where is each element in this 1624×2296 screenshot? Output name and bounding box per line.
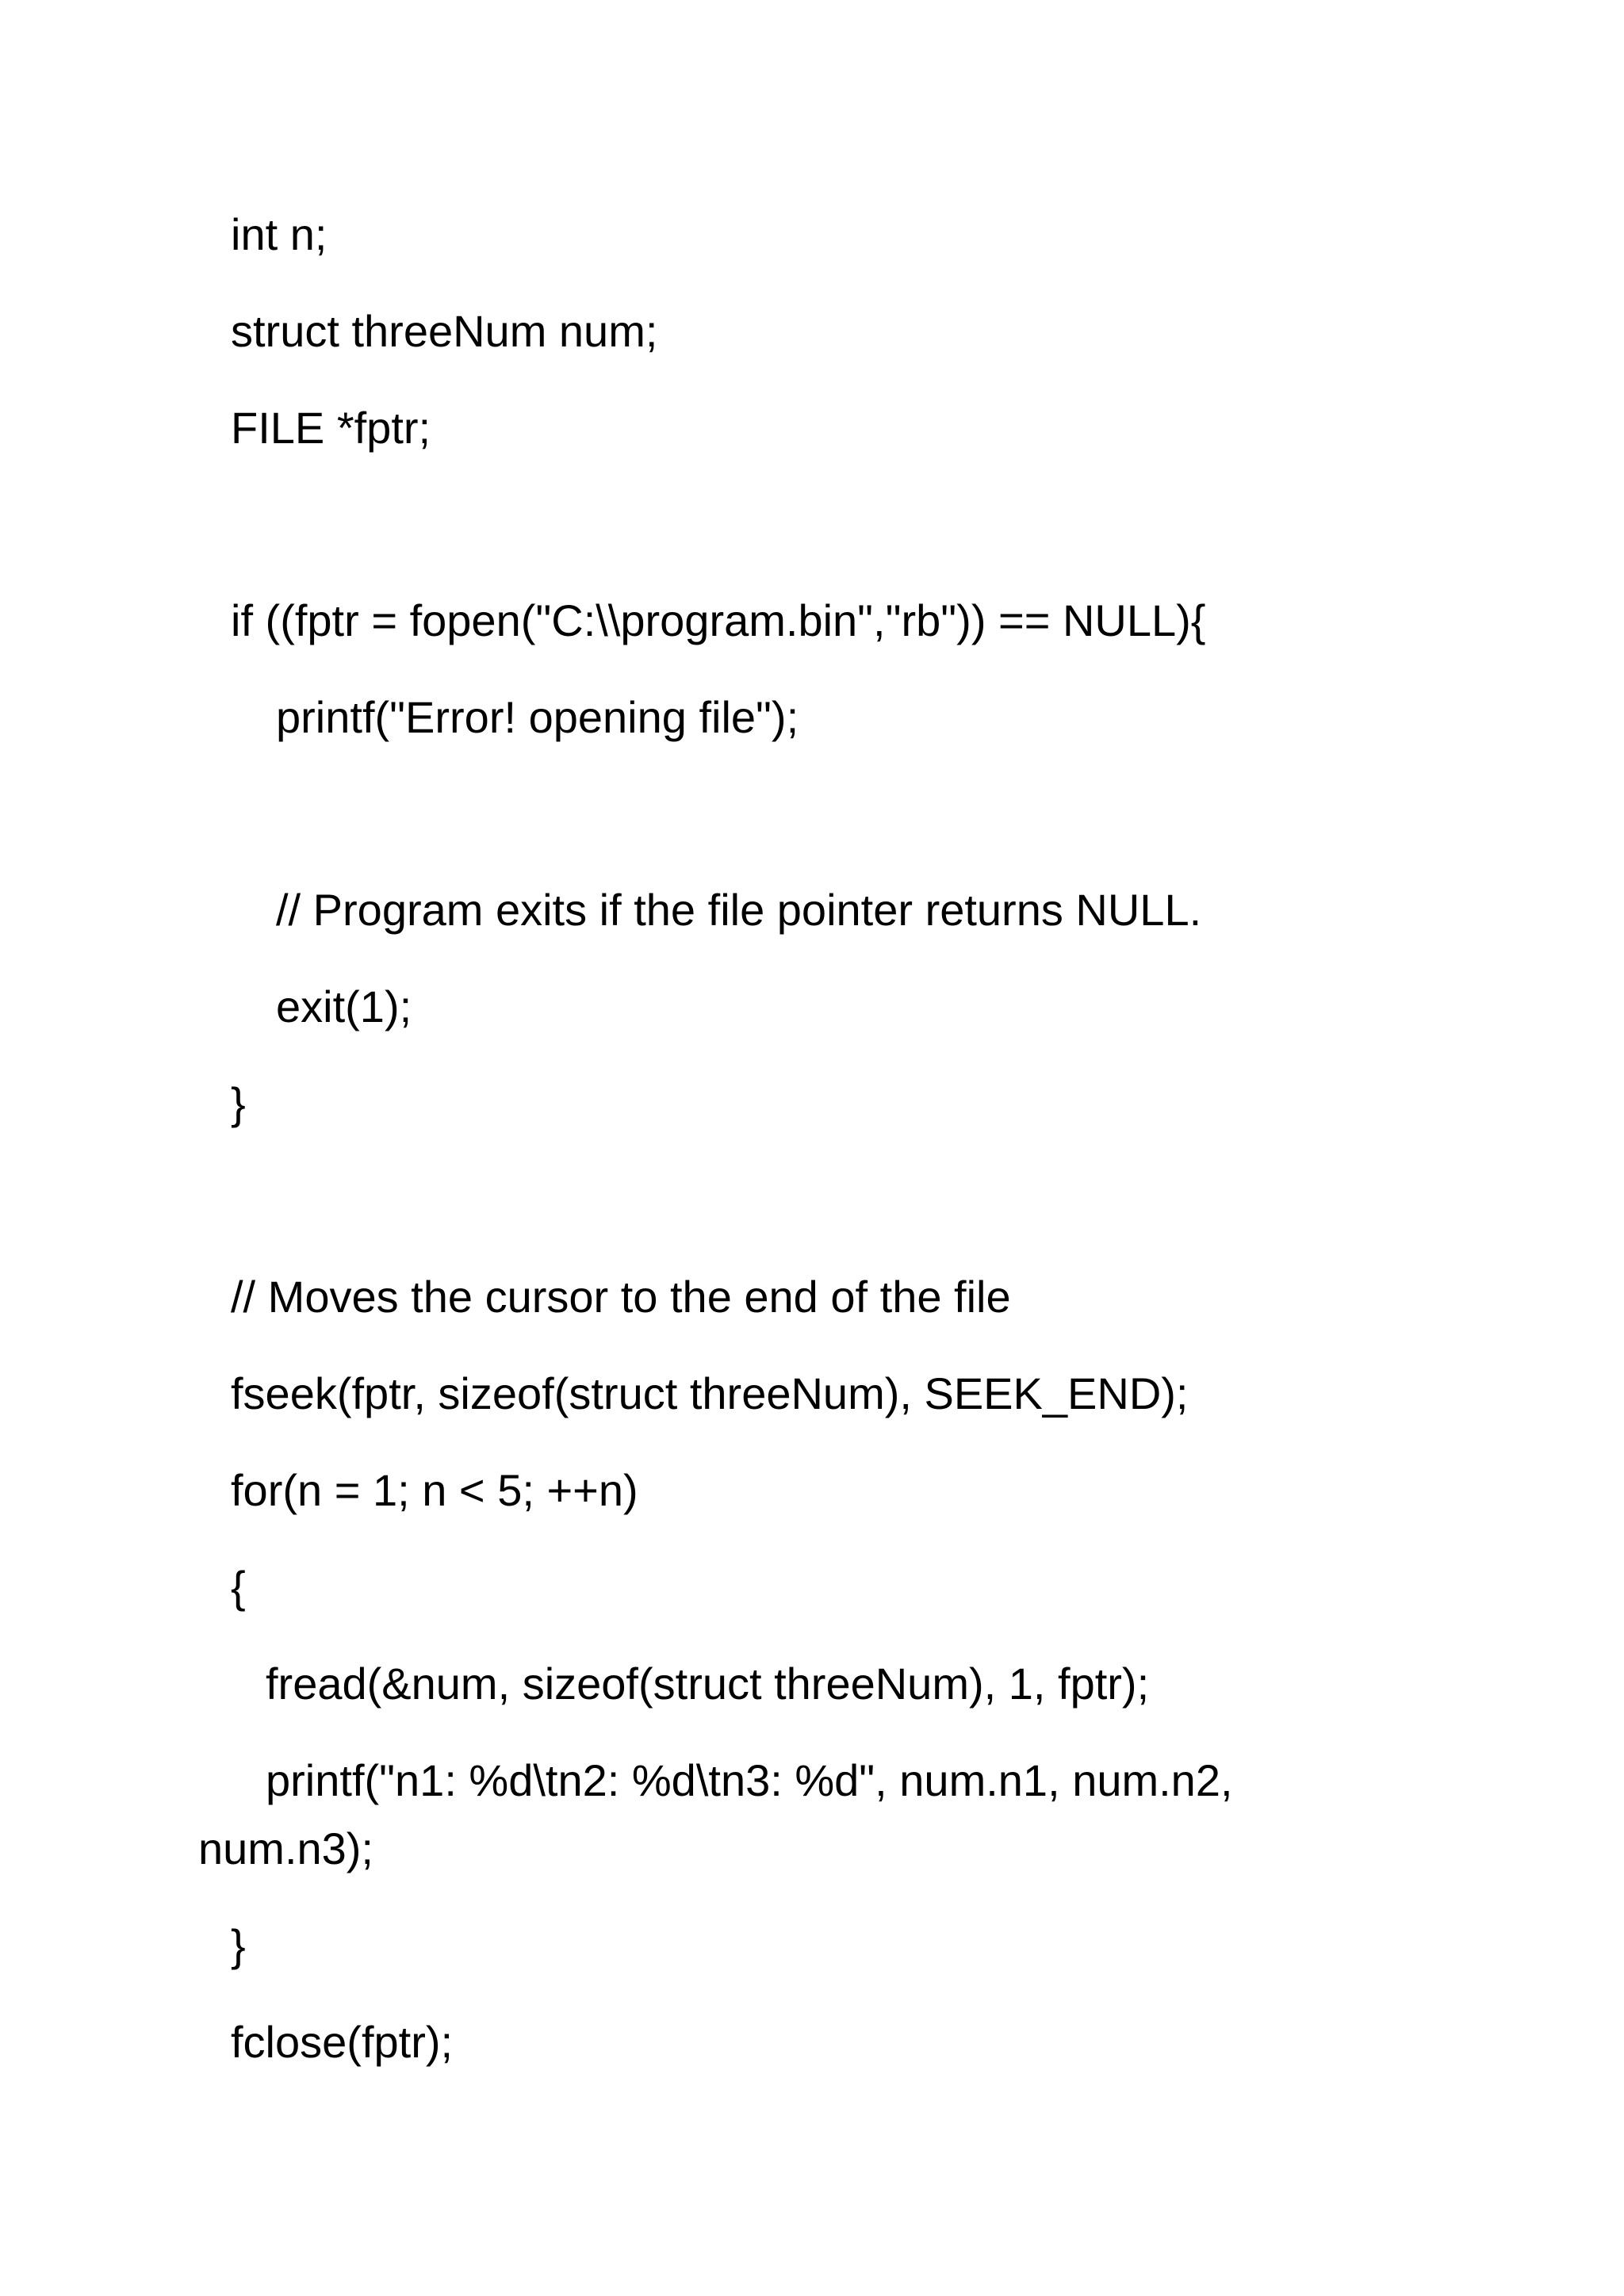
code-line-15: num.n3); bbox=[198, 1823, 373, 1873]
code-line-11: for(n = 1; n < 5; ++n) bbox=[231, 1465, 638, 1515]
code-line-16: } bbox=[231, 1920, 246, 1970]
code-line-7: exit(1); bbox=[276, 982, 412, 1031]
code-line-9: // Moves the cursor to the end of the file bbox=[231, 1272, 1011, 1322]
code-line-8: } bbox=[231, 1078, 246, 1128]
code-line-14: printf("n1: %d\tn2: %d\tn3: %d", num.n1, num.n2, bbox=[266, 1755, 1233, 1805]
code-line-12: { bbox=[231, 1562, 246, 1612]
code-line-2: struct threeNum num; bbox=[231, 306, 658, 356]
code-line-10: fseek(fptr, sizeof(struct threeNum), SEEK_END); bbox=[231, 1368, 1189, 1418]
code-line-13: fread(&num, sizeof(struct threeNum), 1, fptr); bbox=[266, 1659, 1150, 1709]
code-line-4: if ((fptr = fopen("C:\\program.bin","rb")) == NULL){ bbox=[231, 595, 1206, 645]
code-line-17: fclose(fptr); bbox=[231, 2017, 454, 2067]
code-line-6: // Program exits if the file pointer returns NULL. bbox=[276, 885, 1202, 935]
code-line-1: int n; bbox=[231, 209, 327, 259]
code-line-5: printf("Error! opening file"); bbox=[276, 692, 799, 742]
code-line-3: FILE *fptr; bbox=[231, 403, 431, 453]
